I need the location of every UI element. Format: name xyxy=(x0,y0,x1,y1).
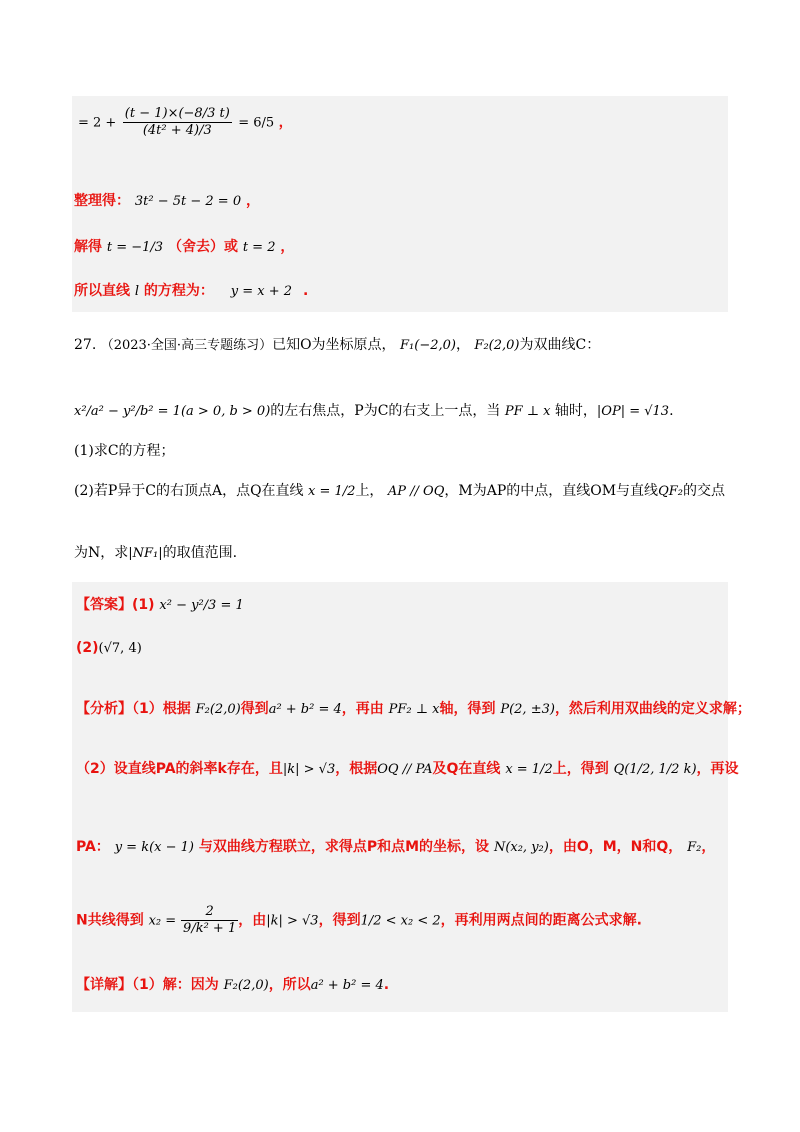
fraction-comma: ， xyxy=(278,114,293,131)
problem-line2-text: 的左右焦点，P为C的右支上一点，当 xyxy=(270,403,501,419)
focus-f1: F₁(−2,0) xyxy=(400,338,456,353)
part2-text-f: 的取值范围. xyxy=(162,545,238,561)
problem-part-2-line-2 xyxy=(74,542,237,562)
analysis-3-point-n: N(x₂, y₂) xyxy=(493,840,549,855)
analysis-2-text-b: ，根据 xyxy=(335,761,378,777)
big-fraction xyxy=(123,106,232,139)
analysis-4-range: 1/2 < x₂ < 2 xyxy=(360,913,441,929)
part2-text-b: 上， xyxy=(355,483,384,499)
analysis-4-x2-den: 9/k² + 1 xyxy=(183,921,237,936)
analysis-4-x2-fraction xyxy=(181,904,238,937)
analysis-2-text-d: 上，得到 xyxy=(552,761,609,777)
solve-tail: ， xyxy=(280,239,295,255)
fraction-result: = 6/5 xyxy=(238,115,275,131)
solve-mid: （舍去）或 xyxy=(167,239,238,255)
line-tail: . xyxy=(302,283,309,299)
answer-1-math: x² − y²/3 = 1 xyxy=(159,598,244,613)
analysis-2-text-a: （2）设直线PA的斜率k存在，且 xyxy=(76,761,283,777)
analysis-2-k: |k| > √3 xyxy=(282,762,336,777)
analysis-line-2 xyxy=(76,758,739,778)
analysis-label: 【分析】 xyxy=(76,701,132,717)
line-equation: y = x + 2 xyxy=(230,284,293,299)
line-label: 所以直线 xyxy=(74,283,130,299)
problem-line-2 xyxy=(74,400,674,420)
analysis-line-1 xyxy=(76,698,751,718)
analysis-2-point-q: Q(1/2, 1/2 k) xyxy=(613,762,697,777)
focus-sep: ， xyxy=(455,337,470,353)
problem-part-1: (1)求C的方程； xyxy=(74,443,175,459)
fraction-denominator: (4t² + 4)/3 xyxy=(142,123,212,138)
analysis-3-f2: F₂ xyxy=(687,840,702,855)
condition-op: |OP| = √13 xyxy=(596,404,670,419)
analysis-2-text-e: ，再设 xyxy=(696,761,739,777)
fraction-prefix: = 2 + xyxy=(78,115,117,131)
analysis-line-3 xyxy=(76,836,715,856)
analysis-1-text-c: ，再由 xyxy=(341,701,384,717)
answer-2-prefix: (2) xyxy=(76,640,99,656)
simplify-tail: ， xyxy=(245,193,260,209)
solve-label: 解得 xyxy=(74,239,102,255)
solve-line xyxy=(74,236,294,256)
line-var: l xyxy=(134,284,140,299)
hyperbola-equation: x²/a² − y²/b² = 1(a > 0, b > 0) xyxy=(74,404,271,419)
analysis-1-ab: a² + b² = 4 xyxy=(268,702,342,717)
answer-box xyxy=(72,582,751,1012)
problem-line2-tail: . xyxy=(669,403,674,419)
answer-line-1 xyxy=(76,594,244,614)
answer-line-2 xyxy=(76,640,142,656)
analysis-2-parallel: OQ // PA xyxy=(377,762,433,777)
part2-nf1: |NF₁| xyxy=(128,546,163,561)
fraction-line xyxy=(78,106,293,139)
analysis-4-k: |k| > √3 xyxy=(266,913,319,929)
part2-qf2: QF₂ xyxy=(658,484,683,499)
quadratic-equation: 3t² − 5t − 2 = 0 xyxy=(134,194,242,209)
detail-ab: a² + b² = 4 xyxy=(310,978,384,993)
condition-perpendicular: PF ⊥ x xyxy=(504,404,551,419)
problem-line2-mid: 轴时， xyxy=(554,403,597,419)
analysis-4-x2-num: 2 xyxy=(181,904,238,921)
problem-intro-tail: 为双曲线C： xyxy=(519,337,601,353)
analysis-1-text-b: 得到 xyxy=(240,701,269,717)
root-rejected: t = −1/3 xyxy=(106,240,164,255)
detail-text-c: . xyxy=(383,977,390,993)
analysis-1-point-p: P(2, ±3) xyxy=(500,702,555,717)
answer-2-math: (√7, 4) xyxy=(98,641,142,656)
detail-line xyxy=(76,974,389,994)
detail-label: 【详解】 xyxy=(76,977,132,993)
analysis-4-text-d: ，再利用两点间的距离公式求解. xyxy=(440,912,642,929)
analysis-1-perp: PF₂ ⊥ x xyxy=(388,702,440,717)
analysis-1-text-a: （1）根据 xyxy=(132,701,191,717)
focus-f2: F₂(2,0) xyxy=(474,338,520,353)
analysis-3-text-c: ，由O，M，N和Q， xyxy=(548,839,683,855)
problem-part-2-line-1 xyxy=(74,480,725,500)
detail-text-b: ，所以 xyxy=(268,977,311,993)
analysis-2-line-x: x = 1/2 xyxy=(505,762,553,777)
detail-f2: F₂(2,0) xyxy=(223,978,269,993)
part2-text-a: (2)若P异于C的右顶点A，点Q在直线 xyxy=(74,483,304,499)
analysis-4-text-b: ，由 xyxy=(238,912,267,929)
root-accepted: t = 2 xyxy=(242,240,276,255)
part2-text-d: 的交点 xyxy=(682,483,725,499)
simplify-line xyxy=(74,190,260,210)
answer-label: 【答案】 xyxy=(76,597,132,613)
analysis-4-text-c: ，得到 xyxy=(318,912,361,929)
problem-intro: 已知O为坐标原点， xyxy=(272,337,396,353)
answer-1-prefix: (1) xyxy=(132,597,155,613)
analysis-line-4 xyxy=(76,904,642,937)
solution-box-top xyxy=(72,96,728,312)
analysis-1-text-d: 轴，得到 xyxy=(439,701,496,717)
detail-text-a: （1）解：因为 xyxy=(132,977,219,993)
fraction-numerator: (t − 1)×(−8/3 t) xyxy=(124,106,230,121)
problem-source: （2023·全国·高三专题练习） xyxy=(100,338,273,353)
line-mid: 的方程为： xyxy=(143,283,214,299)
analysis-1-text-e: ，然后利用双曲线的定义求解； xyxy=(554,701,751,717)
problem-line-1 xyxy=(74,334,600,354)
analysis-3-text-b: 与双曲线方程联立，求得点P和点M的坐标，设 xyxy=(198,839,490,855)
simplify-label: 整理得： xyxy=(74,193,130,209)
analysis-3-text-a: PA： xyxy=(76,839,110,855)
analysis-1-f2: F₂(2,0) xyxy=(195,702,241,717)
part2-text-c: ，M为AP的中点，直线OM与直线 xyxy=(444,483,659,499)
analysis-3-line-pa: y = k(x − 1) xyxy=(114,840,194,855)
analysis-3-text-d: ， xyxy=(701,839,716,855)
line-equation-line xyxy=(74,280,308,300)
part2-line-x: x = 1/2 xyxy=(308,484,356,499)
problem-number: 27. xyxy=(74,337,97,353)
part2-text-e: 为N，求 xyxy=(74,545,129,561)
analysis-2-text-c: 及Q在直线 xyxy=(432,761,501,777)
analysis-4-x2-lhs: x₂ = xyxy=(148,913,177,929)
analysis-4-text-a: N共线得到 xyxy=(76,912,144,929)
part2-parallel: AP // OQ xyxy=(387,484,445,499)
